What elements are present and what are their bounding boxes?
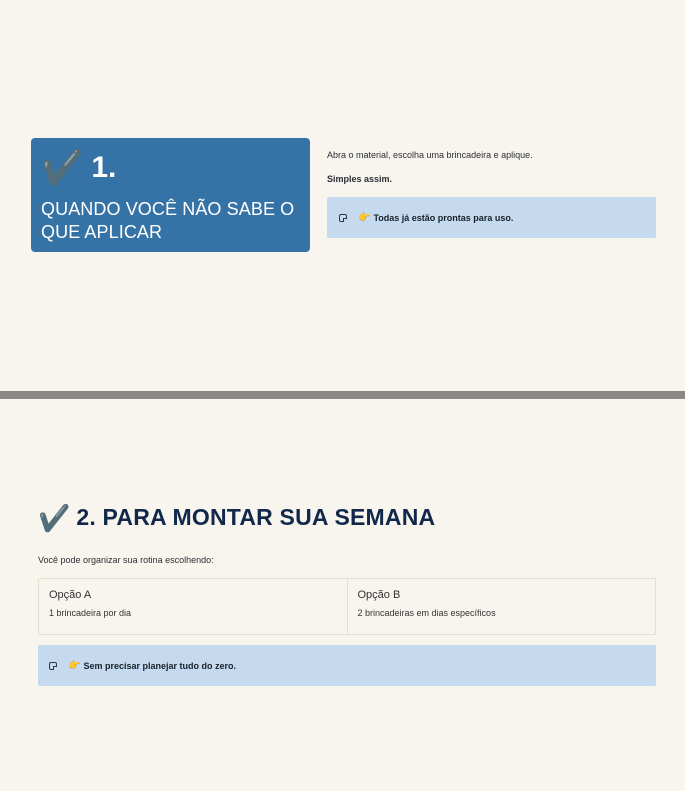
option-title: Opção B	[357, 589, 401, 601]
section-2-intro: Você pode organizar sua rotina escolhendo:	[38, 555, 214, 565]
instruction-paragraph: Abra o material, escolha uma brincadeira e aplique.	[327, 150, 533, 160]
emphasis-paragraph: Simples assim.	[327, 174, 393, 184]
slide-2	[0, 399, 685, 791]
option-a	[39, 579, 347, 634]
option-description: 1 brincadeira por dia	[49, 608, 132, 618]
options-table	[38, 578, 656, 635]
card-header	[41, 150, 300, 186]
ready-note-callout	[327, 197, 656, 238]
option-title: Opção A	[49, 589, 92, 601]
planning-note-callout	[38, 645, 656, 686]
pointing-hand-icon: 👉	[358, 212, 371, 223]
section-1-card	[31, 138, 310, 252]
slide-divider	[0, 391, 685, 399]
checkmark-icon: ✔️	[41, 149, 84, 187]
note-text: Sem precisar planejar tudo do zero.	[83, 660, 236, 671]
checkmark-icon: ✔️	[38, 502, 71, 533]
section-2-title: 2. PARA MONTAR SUA SEMANA	[76, 504, 436, 530]
section-1-text	[327, 149, 656, 185]
note-text: Todas já estão prontas para uso.	[373, 212, 514, 223]
section-2-heading	[38, 504, 435, 531]
section-number: 1.	[91, 151, 117, 184]
slide-1	[0, 0, 685, 391]
note-icon	[49, 662, 57, 670]
section-1-title: QUANDO VOCÊ NÃO SABE O QUE APLICAR	[41, 199, 295, 242]
option-description: 2 brincadeiras em dias específicos	[357, 608, 496, 618]
option-b	[347, 579, 656, 634]
pointing-hand-icon: 👉	[68, 660, 81, 671]
note-icon	[339, 214, 347, 222]
